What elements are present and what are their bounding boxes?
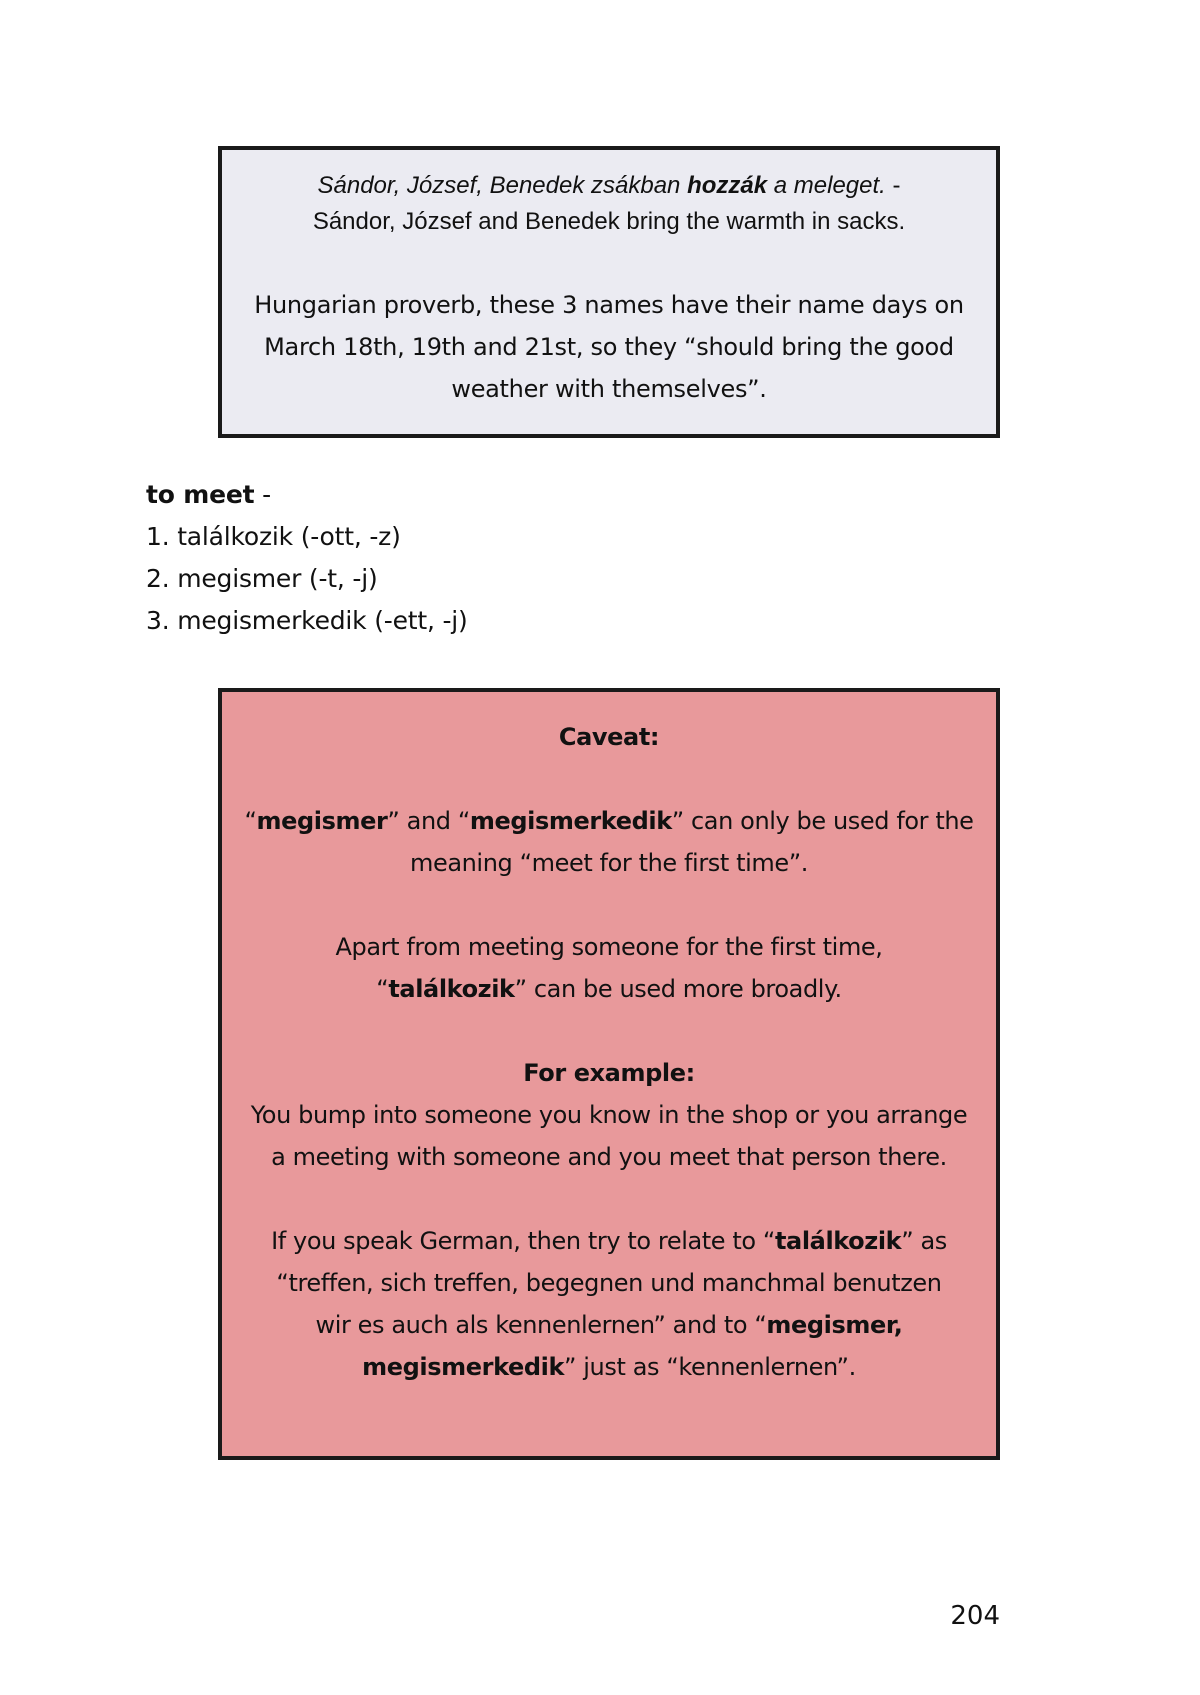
caveat-para1-line1: “megismer” and “megismerkedik” can only be used for the <box>244 807 974 835</box>
vocab-item: 1. találkozik (-ott, -z) <box>146 522 401 551</box>
proverb-explanation-line: Hungarian proverb, these 3 names have their name days on <box>254 291 964 319</box>
caveat-para2-line2: “találkozik” can be used more broadly. <box>376 975 842 1003</box>
german-line1: If you speak German, then try to relate to “találkozik” as <box>271 1227 947 1255</box>
caveat-box <box>218 688 1000 1460</box>
caveat-para2-line1: Apart from meeting someone for the first time, <box>335 933 883 961</box>
proverb-box <box>218 146 1000 438</box>
proverb-explanation-line: March 18th, 19th and 21st, so they “should bring the good <box>264 333 954 361</box>
proverb-hungarian: Sándor, József, Benedek zsákban hozzák a meleget. - <box>317 172 901 199</box>
page-number: 204 <box>950 1601 1000 1631</box>
example-title: For example: <box>523 1059 695 1087</box>
german-line4: megismerkedik” just as “kennenlernen”. <box>362 1353 856 1381</box>
caveat-para1-line2: meaning “meet for the first time”. <box>409 849 809 877</box>
proverb-english: Sándor, József and Benedek bring the warmth in sacks. <box>312 208 906 235</box>
vocab-heading: to meet - <box>146 480 271 509</box>
example-line: You bump into someone you know in the shop or you arrange <box>250 1101 968 1129</box>
vocab-item: 2. megismer (-t, -j) <box>146 564 378 593</box>
caveat-title: Caveat: <box>558 723 660 751</box>
german-line2: “treffen, sich treffen, begegnen und manchmal benutzen <box>276 1269 942 1297</box>
example-line: a meeting with someone and you meet that person there. <box>271 1143 947 1171</box>
german-line3: wir es auch als kennenlernen” and to “megismer, <box>315 1311 903 1339</box>
proverb-explanation-line: weather with themselves”. <box>451 375 767 403</box>
vocab-item: 3. megismerkedik (-ett, -j) <box>146 606 468 635</box>
